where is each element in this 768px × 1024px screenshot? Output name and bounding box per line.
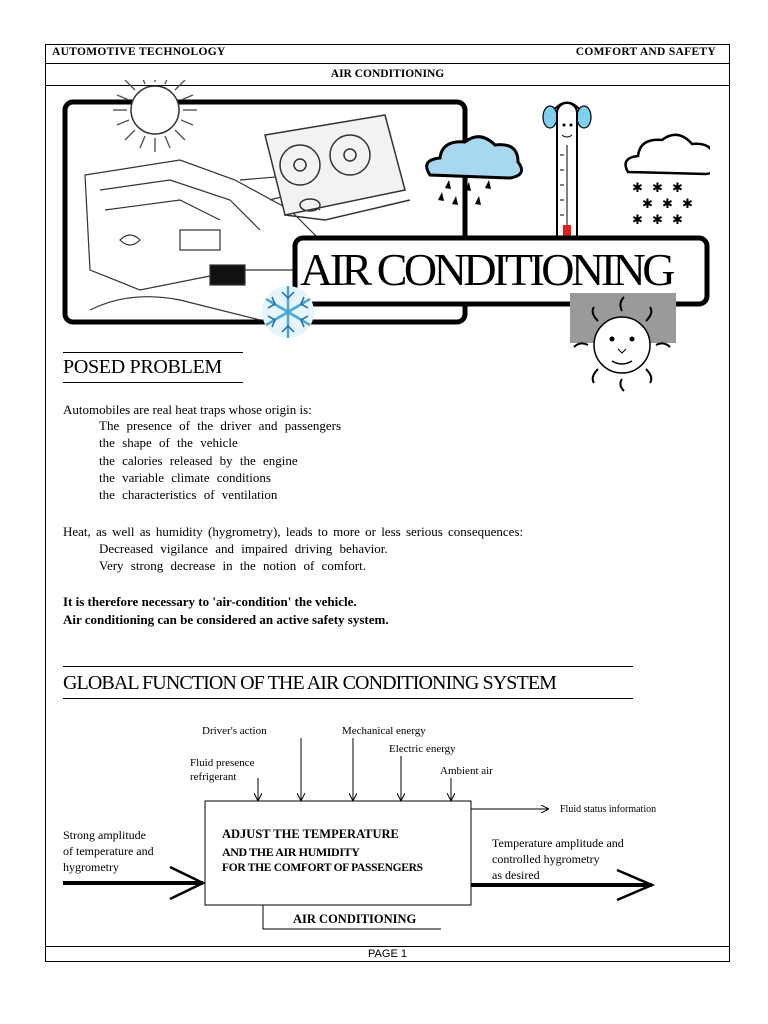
svg-text:✱: ✱ [642,197,653,212]
input-label-fluid-presence: Fluid presence [190,757,255,769]
section-heading-global-function: GLOBAL FUNCTION OF THE AIR CONDITIONING SYSTEM [63,672,557,694]
input-label-drivers-action: Driver's action [202,725,267,737]
header-right: COMFORT AND SAFETY [575,46,716,58]
page-number: PAGE 1 [368,948,407,960]
right-output-line: as desired [492,868,540,882]
left-input-line: of temperature and [63,844,154,858]
right-output-line: Temperature amplitude and [492,836,624,850]
page-subtitle: AIR CONDITIONING [330,68,445,80]
posed-problem-intro: Automobiles are real heat traps whose origin is: [63,402,312,417]
list-item: the characteristics of ventilation [99,487,278,502]
output-label-fluid-status: Fluid status information [560,804,657,815]
header-left: AUTOMOTIVE TECHNOLOGY [52,46,226,58]
function-box-line: FOR THE COMFORT OF PASSENGERS [222,862,423,874]
consequence-intro: Heat, as well as humidity (hygrometry), leads to more or less serious consequences: [63,524,524,539]
list-item: Decreased vigilance and impaired driving behavior. [99,541,388,556]
svg-text:✱: ✱ [632,213,643,228]
input-label-mechanical-energy: Mechanical energy [342,725,426,737]
svg-text:✱: ✱ [652,181,663,196]
left-input-line: hygrometry [63,860,119,874]
input-label-electric-energy: Electric energy [389,743,456,755]
svg-text:✱: ✱ [682,197,693,212]
function-box-line: ADJUST THE TEMPERATURE [222,827,399,841]
svg-text:✱: ✱ [662,197,673,212]
svg-text:✱: ✱ [672,213,683,228]
section-heading-posed-problem: POSED PROBLEM [63,356,222,378]
function-box-line: AND THE AIR HUMIDITY [222,845,360,859]
system-label: AIR CONDITIONING [293,912,417,926]
input-label-refrigerant: refrigerant [190,771,237,783]
input-label-ambient-air: Ambient air [440,765,493,777]
right-output-line: controlled hygrometry [492,852,600,866]
list-item: Very strong decrease in the notion of comfort. [99,558,366,573]
conclusion-line-1: It is therefore necessary to 'air-condition' the vehicle. [63,594,357,609]
list-item: the shape of the vehicle [99,435,238,450]
list-item: The presence of the driver and passengers [99,418,342,433]
left-input-line: Strong amplitude [63,828,146,842]
list-item: the calories released by the engine [99,453,298,468]
list-item: the variable climate conditions [99,470,271,485]
svg-text:✱: ✱ [632,181,643,196]
conclusion-line-2: Air conditioning can be considered an active safety system. [63,612,389,627]
svg-text:✱: ✱ [652,213,663,228]
banner-title: AIR CONDITIONING [300,244,672,295]
svg-text:✱: ✱ [672,181,683,196]
